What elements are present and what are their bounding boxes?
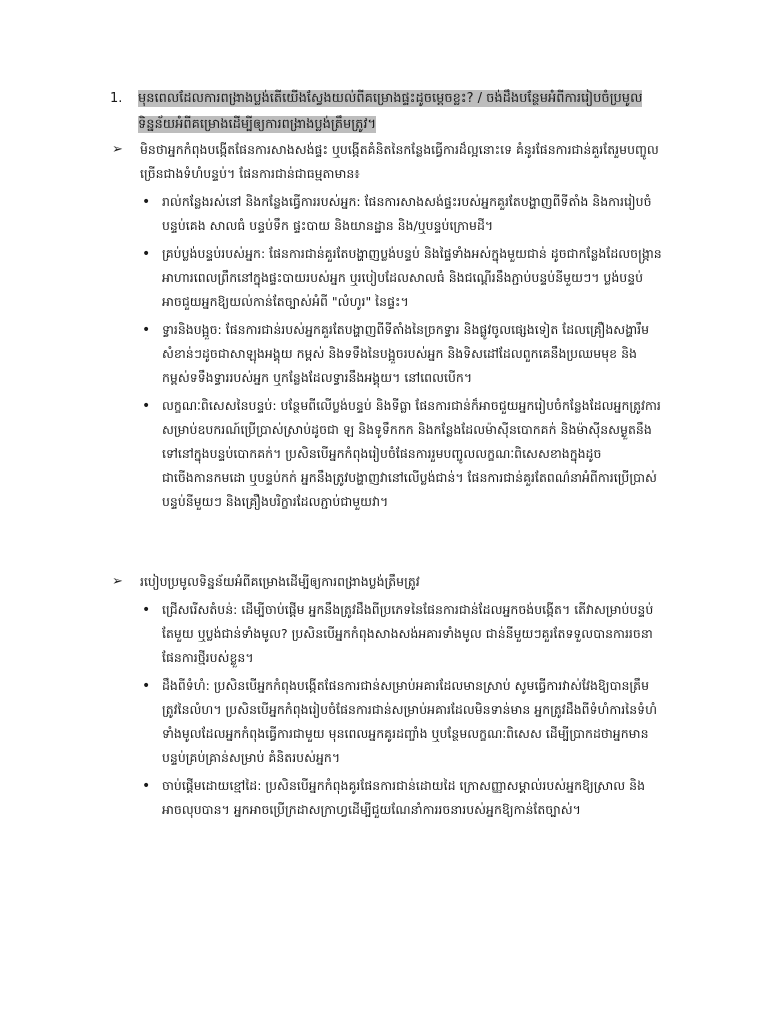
arrow-bullet-icon: ➢: [112, 142, 123, 157]
heading-text-highlighted: [138, 86, 660, 138]
bullet-dot-icon: •: [142, 322, 151, 338]
list-item-text: លក្ខណៈពិសេសនៃបន្ទប់: បន្ថែមពីលើប្លង់បន្ទប់ និងទីធ្លា ផែនការជាន់ក៏អាចជួយអ្នករៀបចំកន្លែងដែលអ្នកត្រូវការសម្រាប់ឧបករណ៍ប្រើប្រាស់ស្រាប់ដូចជា ឡ និងទូទឹកកក និងកន្លែងដែលម៉ាស៊ីនបោកគក់ និងម៉ាស៊ីនសម្ងួតនឹងទៅនៅក្នុងបន្ទប់បោកគក់។ ប្រសិនបើអ្នកកំពុងរៀបចំផែនការរួមបញ្ចូលលក្ខណៈពិសេសខាងក្នុងដូចជាចើងកានកមដោ ឬបន្ទប់កក់ អ្នកនឹងត្រូវបង្ហាញវានៅលើប្លង់ជាន់។ ផែនការជាន់គួរតែពណ៌នាអំពីការប្រើប្រាស់បន្ទប់នីមួយៗ និងគ្រឿងបរិក្ខារដែលភ្ជាប់ជាមួយវា។: [162, 398, 661, 509]
list-item: [142, 190, 672, 238]
bullet-dot-icon: •: [142, 398, 151, 414]
section-data-collection: [112, 570, 672, 826]
bullet-list: [112, 190, 672, 514]
list-item-text: ទ្វារនិងបង្អួច: ផែនការជាន់របស់អ្នកគួរតែបង្ហាញពីទីតាំងនៃច្រកទ្វារ និងផ្លូវចូលផ្សេងទៀត ដែលគ្រឿងសង្ហារឹមសំខាន់ៗដូចជាសាឡុងអង្គុយ កម្ពស់ និងទទឹងនៃបង្អួចរបស់អ្នក និងទិសដៅដែលពួកគេនឹងប្រឈមមុខ និងកម្ពស់ទទឹងទ្វាររបស់អ្នក ឬកន្លែងដែលទ្វារនឹងអង្គុយ។ នៅពេលបើក។: [162, 322, 650, 385]
list-item-text: ដឹងពីទំហំ: ប្រសិនបើអ្នកកំពុងបង្កើតផែនការជាន់សម្រាប់អគារដែលមានស្រាប់ សូមធ្វើការវាស់វែងឱ្យបានត្រឹមត្រូវនៃលំហ។ ប្រសិនបើអ្នកកំពុងរៀបចំផែនការជាន់សម្រាប់អគារដែលមិនទាន់មាន អ្នកត្រូវដឹងពីទំហំការនៃទំហំទាំងមូលដែលអ្នកកំពុងធ្វើការជាមួយ មុនពេលអ្នកគូរដញ្ចាំង ឬបន្ថែមលក្ខណៈពិសេស ដើម្បីប្រាកដថាអ្នកមានបន្ទប់គ្រប់គ្រាន់សម្រាប់ គំនិតរបស់អ្នក។: [162, 678, 658, 765]
list-item: [142, 774, 672, 822]
bullet-dot-icon: •: [142, 194, 151, 210]
arrow-item-how-to: [112, 570, 672, 594]
heading-text: មុនពេលដែលការពង្រាងប្លង់តើយើងស្វែងយល់ពីគម្រោងផ្ទះដូចម្ដេចខ្លះ? / ចង់ដឹងបន្ថែមអំពីការរៀបចំប្រមូលទិន្នន័យអំពីគម្រោងដើម្បីឲ្យការពង្រាងប្លង់ត្រឹមត្រូវ។: [138, 91, 643, 132]
list-item-text: ជ្រើសរើសតំបន់: ដើម្បីចាប់ផ្ដើម អ្នកនឹងត្រូវដឹងពីប្រភេទនៃផែនការជាន់ដែលអ្នកចង់បង្កើត។ តើវាសម្រាប់បន្ទប់តែមួយ ឬប្លង់ជាន់ទាំងមូល? ប្រសិនបើអ្នកកំពុងសាងសង់អគារទាំងមូល ជាន់នីមួយៗគួរតែទទួលបានការរចនាផែនការថ្មីរបស់ខ្លួន។: [162, 602, 654, 665]
list-item: [142, 674, 672, 770]
list-item: [142, 598, 672, 670]
bullet-dot-icon: •: [142, 678, 151, 694]
heading-number: 1.: [110, 91, 123, 106]
arrow-item-text: មិនថាអ្នកកំពុងបង្កើតផែនការសាងសង់ផ្ទះ ឬបង្កើតគំនិតនៃកន្លែងធ្វើការដ៏ល្អនោះទេ គំនូរផែនការជាន់គួរតែរួមបញ្ចូលច្រើនជាងទំហំបន្ទប់។ ផែនការជាន់ជាធម្មតាមាន៖: [140, 142, 659, 181]
bullet-dot-icon: •: [142, 778, 151, 794]
list-item: [142, 318, 672, 390]
list-item: [142, 242, 672, 314]
arrow-item-text: របៀបប្រមូលទិន្នន័យអំពីគម្រោងដើម្បីឲ្យការពង្រាងប្លង់ត្រឹមត្រូវ: [140, 574, 420, 589]
arrow-bullet-icon: ➢: [112, 574, 123, 589]
list-item-text: គ្រប់ប្លង់បន្ទប់របស់អ្នក: ផែនការជាន់គួរតែបង្ហាញប្លង់បន្ទប់ និងផ្ទៃទាំងអស់ក្នុងមួយជាន់ ដូចជាកន្លែងដែលចង្ក្រានអាហារពេលព្រឹកនៅក្នុងផ្ទះបាយរបស់អ្នក ឬរបៀបដែលសាលធំ និងជណ្ដើរនឹងភ្ជាប់បន្ទប់នីមួយៗ។ ប្លង់បន្ទប់អាចជួយអ្នកឱ្យយល់កាន់តែច្បាស់អំពី "លំហូរ" នៃផ្ទះ។: [162, 246, 662, 309]
list-item-text: ចាប់ផ្ដើមដោយខ្មៅដៃ: ប្រសិនបើអ្នកកំពុងគូរផែនការជាន់ដោយដៃ ក្រោសញ្ញាសម្គាល់របស់អ្នកឱ្យស្រាល និងអាចលុបបាន។ អ្នកអាចប្រើក្រដាសក្រាហ្វដើម្បីជួយណែនាំការរចនារបស់អ្នកឱ្យកាន់តែច្បាស់។: [162, 778, 646, 817]
arrow-item-intro: [112, 138, 672, 186]
bullet-dot-icon: •: [142, 246, 151, 262]
list-item: [142, 394, 672, 514]
section-floor-plan-contents: [112, 138, 672, 518]
bullet-list: [112, 598, 672, 822]
list-item-text: រាល់កន្លែងរស់នៅ និងកន្លែងធ្វើការរបស់អ្នក: ផែនការសាងសង់ផ្ទះរបស់អ្នកគួរតែបង្ហាញពីទីតាំង និងការរៀបចំបន្ទប់គេង សាលធំ បន្ទប់ទឹក ផ្ទះបាយ និងយានដ្ឋាន និង/ឬបន្ទប់ក្រោមដី។: [162, 194, 652, 233]
bullet-dot-icon: •: [142, 602, 151, 618]
numbered-heading: [110, 86, 660, 138]
